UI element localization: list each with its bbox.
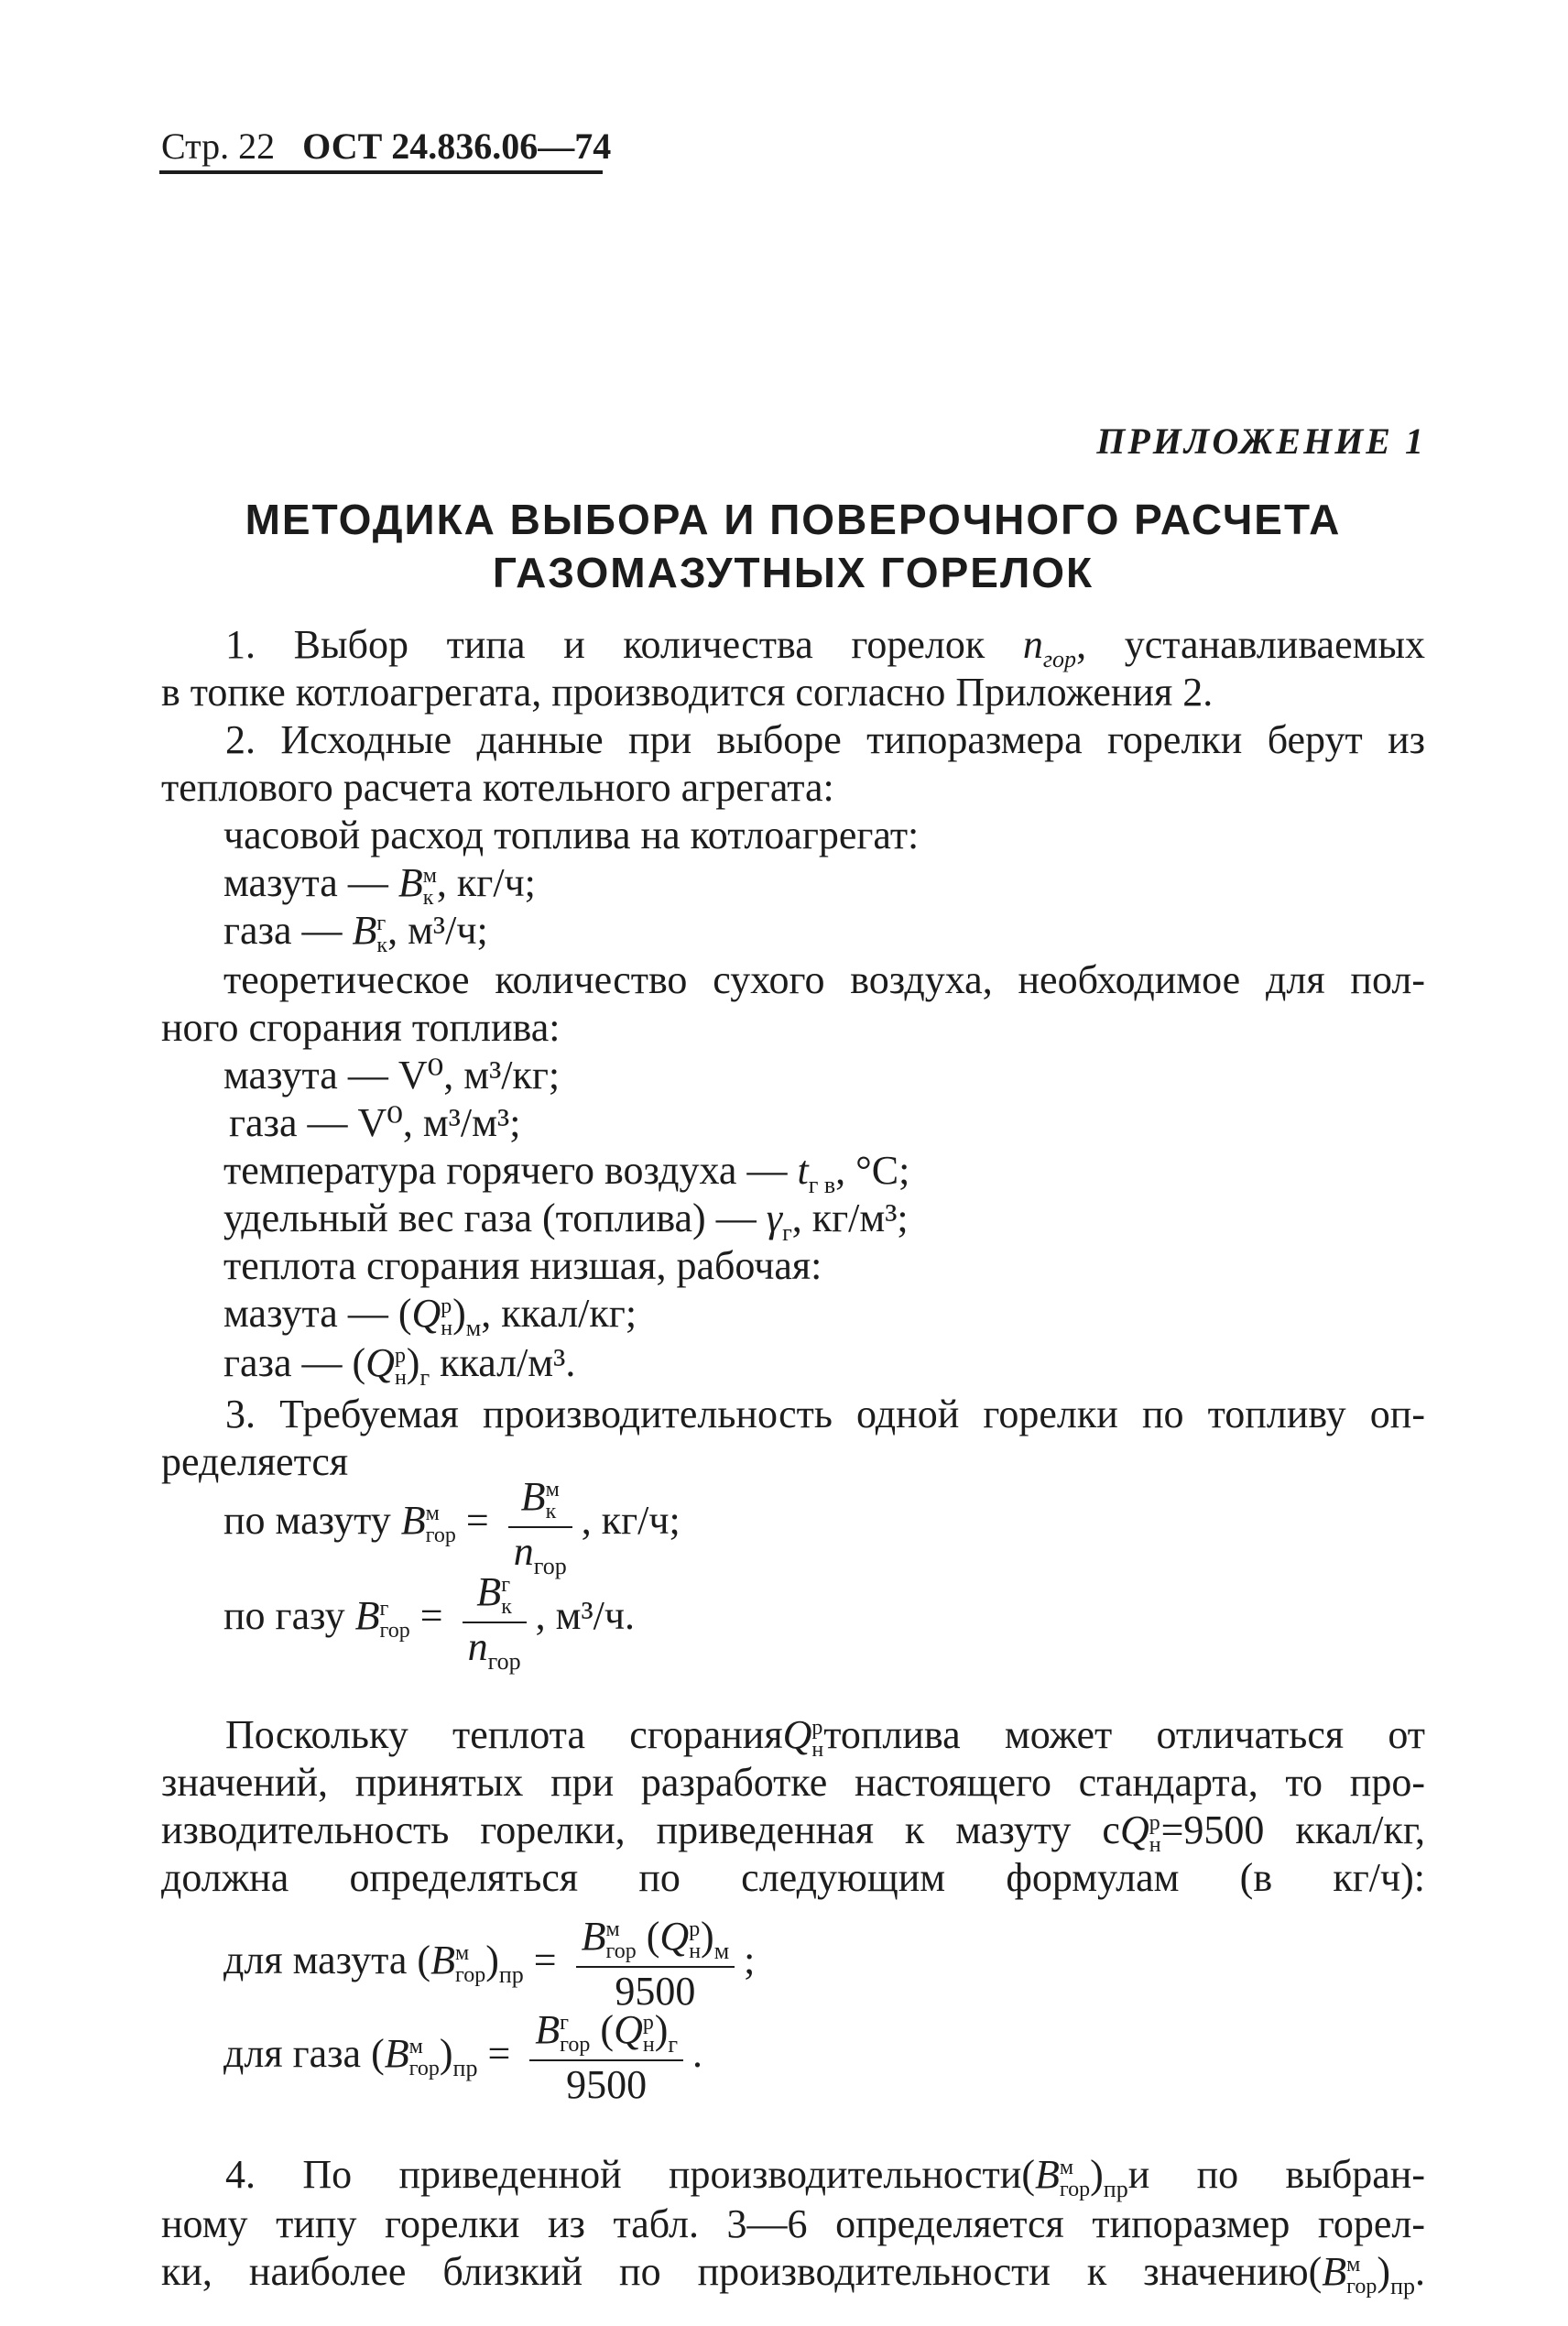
gas-specific-weight: удельный вес газа (топлива) — $\gamma_г$, кг/м³; (223, 1196, 909, 1246)
header-rule (159, 170, 603, 174)
mazut-consumption: мазута — B м к , кг/ч; (223, 860, 536, 910)
p2-line-2: теплового расчета котельного агрегата: (161, 765, 834, 810)
hourly-consumption: часовой расход топлива на котлоагрегат: (223, 813, 920, 857)
title-line-2: ГАЗОМАЗУТНЫХ ГОРЕЛОК (492, 549, 1094, 596)
p4-line-3: изводительность горелки, приведенная к мазуту сQ р н =9500 ккал/кг, (161, 1807, 1425, 1857)
air-gas: газа — V⁰, м³/м³; (229, 1100, 521, 1145)
heat-gas: газа — (Q р н )$_г$ ккал/м³. (223, 1340, 576, 1391)
p1-line-1: 1. Выбор типа и количества горелок $n_{гор}$, устанавливаемых (225, 622, 1426, 672)
p3-line-2: ределяется (161, 1439, 349, 1484)
title-line-1: МЕТОДИКА ВЫБОРА И ПОВЕРОЧНОГО РАСЧЕТА (245, 496, 1342, 543)
p1-line-2: в топке котлоагрегата, производится согласно Приложения 2. (161, 670, 1214, 715)
page-number: Стр. 22 (161, 126, 276, 167)
formula-reduced-mazut: для мазута (B м гор )$_{пр}$ = B м гор (Q р н )$_м$ 9500 ; (223, 1914, 756, 2014)
gas-consumption: газа — B г к , м³/ч; (223, 908, 488, 957)
heat-value: теплота сгорания низшая, рабочая: (223, 1243, 822, 1288)
p5-line-1: 4. По приведенной производительности(B м гор )$_{пр}и$ по выбран- (225, 2152, 1425, 2202)
air-temperature: температура горячего воздуха — $t_{г в}$, °С; (223, 1148, 910, 1198)
formula-n-gor: $n_{гор}$ (1022, 622, 1077, 672)
formula-gas-per-burner: по газу B г гор = B г к $n_{гор}$ , м³/ч. (223, 1569, 635, 1675)
appendix-label: ПРИЛОЖЕНИЕ 1 (1096, 420, 1426, 462)
p2-line-1: 2. Исходные данные при выборе типоразмера горелки берут из (225, 717, 1425, 762)
air-line-2: ного сгорания топлива: (161, 1005, 561, 1050)
p5-line-3: ки, наиболее близкий по производительности к значению(B м гор )$_{пр}$. (161, 2249, 1425, 2299)
formula-mazut-per-burner: по мазуту B м гор = B м к $n_{гор}$ , кг/ч; (223, 1474, 681, 1579)
p4-line-1: Поскольку теплота сгоранияQ р н топлива может отличаться от (225, 1712, 1425, 1762)
formula-reduced-gas: для газа (B м гор )$_{пр}$ = B г гор (Q р н )$_г$ 9500 . (223, 2007, 703, 2107)
p5-line-2: ному типу горелки из табл. 3—6 определяется типоразмер горел- (161, 2201, 1425, 2246)
air-mazut: мазута — V⁰, м³/кг; (223, 1053, 561, 1097)
p4-line-4: должна определяться по следующим формулам (в кг/ч): (161, 1855, 1425, 1900)
running-head (161, 125, 611, 168)
p4-line-2: значений, принятых при разработке настоящего стандарта, то про- (161, 1760, 1425, 1805)
heat-mazut: мазута — (Q р н )$_м$, ккал/кг; (223, 1291, 637, 1341)
p3-line-1: 3. Требуемая производительность одной горелки по топливу оп- (225, 1392, 1425, 1436)
air-line-1: теоретическое количество сухого воздуха, необходимое для пол- (223, 957, 1425, 1002)
standard-number: ОСТ 24.836.06—74 (302, 126, 612, 167)
